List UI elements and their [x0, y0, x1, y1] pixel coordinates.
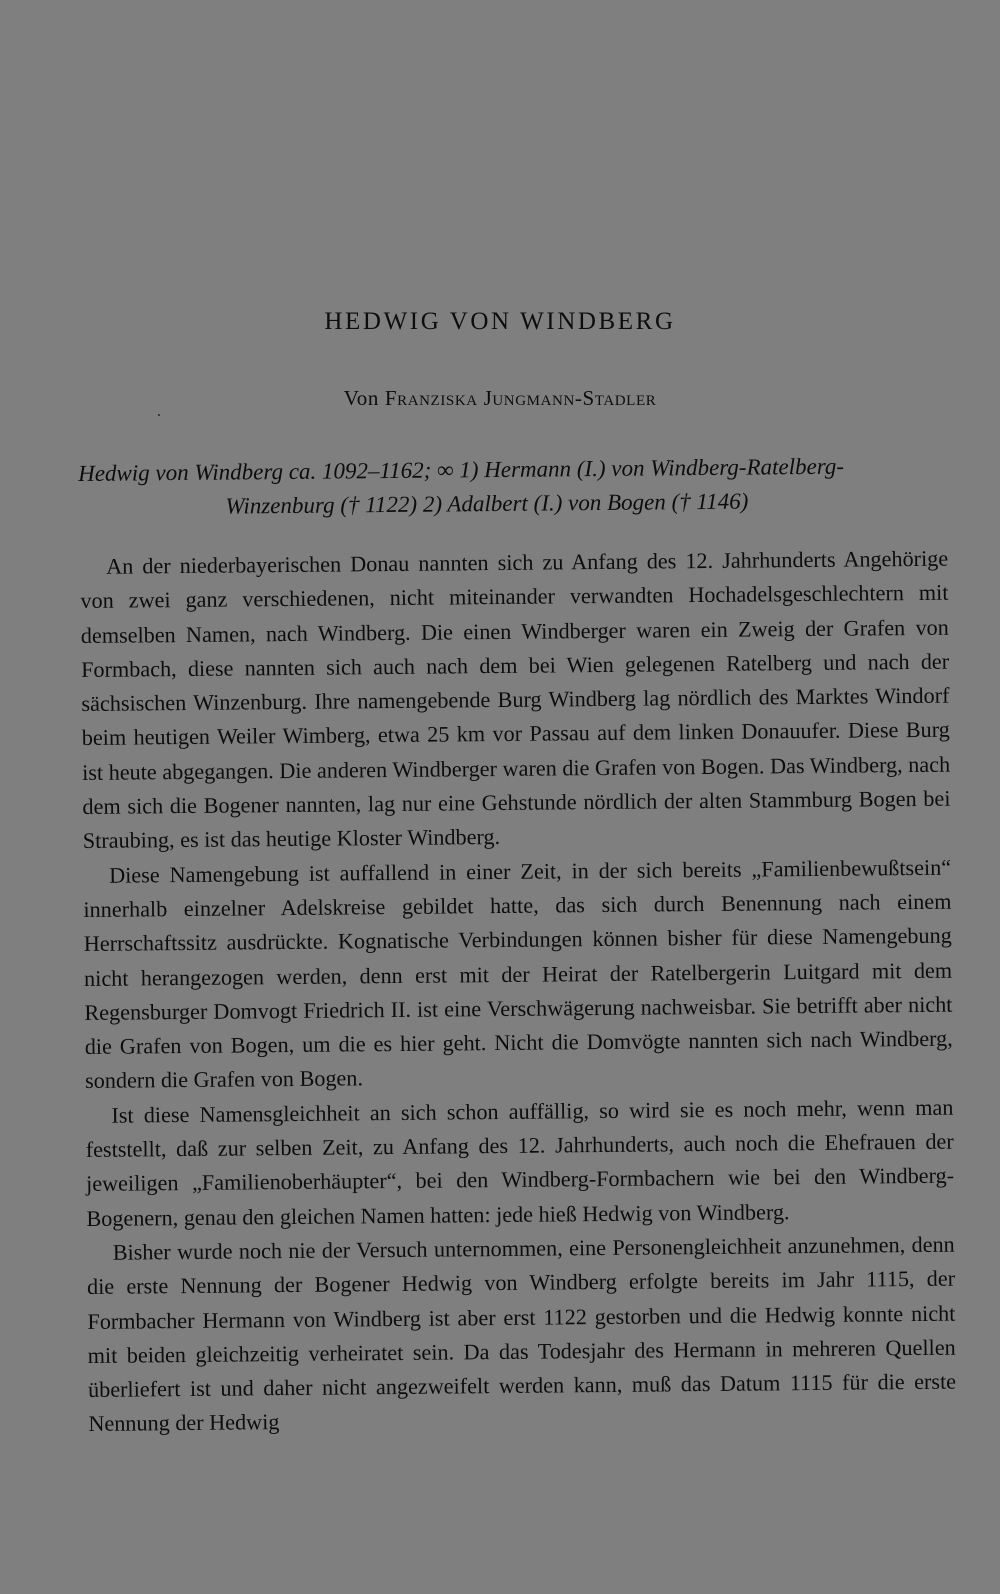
author-line — [0, 386, 1000, 411]
paragraph-3: Ist diese Namensgleichheit an sich schon auffällig, so wird sie es noch mehr, wenn man feststellt, daß zur selben Zeit, zu Anfang des 12. Jahrhunderts, auch noch die Ehefrauen der jeweiligen „Familienoberhäupter“, bei den Windberg-Formbachern wie bei den Windberg-Bogenern, genau den gleichen Namen hatten: jede hieß Hedwig von Windberg. — [85, 1094, 955, 1231]
author-name: Franziska Jungmann-Stadler — [384, 386, 657, 410]
paragraph-2: Diese Namengebung ist auffallend in einer Zeit, in der sich bereits „Familienbewußtsein“ innerhalb einzelner Adelskreise gebildet hatte, das sich durch Benennung nach einem Herrschaftssitz ausdrückte. Kognatische Verbindungen können bisher für diese Namengebung nicht herangezogen werden, denn erst mit der Heirat der Ratelbergerin Luitgard mit dem Regensburger Domvogt Friedrich II. ist eine Verschwägerung nachweisbar. Sie betrifft aber nicht die Grafen von Bogen, um die es hier geht. Nicht die Domvögte nannten sich nach Windberg, sondern die Grafen von Bogen. — [83, 854, 953, 1094]
speck-mark — [158, 414, 160, 416]
paragraph-1: An der niederbayerischen Donau nannten sich zu Anfang des 12. Jahrhunderts Angehörige von zwei ganz verschiedenen, nicht miteinander verwandten Hochadelsgeschlechtern mit demselben Namen, nach Windberg. Die einen Windberger waren ein Zweig der Grafen von Formbach, diese nannten sich auch nach dem bei Wien gelegenen Ratelberg und nach der sächsischen Winzenburg. Ihre namengebende Burg Windberg lag nördlich des Marktes Windorf beim heutigen Weiler Wimberg, etwa 25 km vor Passau auf dem linken Donauufer. Diese Burg ist heute abgegangen. Die anderen Windberger waren die Grafen von Bogen. Das Windberg, nach dem sich die Bogener nannten, lag nur eine Gehstunde nördlich der alten Stammburg Bogen bei Straubing, es ist das heutige Kloster Windberg. — [80, 545, 951, 854]
author-prefix: Von — [343, 386, 379, 410]
biographical-headnote — [78, 449, 939, 525]
body-text — [80, 542, 957, 1442]
headnote-line-1: Hedwig von Windberg ca. 1092–1162; ∞ 1) Hermann (I.) von Windberg-Ratelberg- — [78, 453, 845, 486]
chapter-title: HEDWIG VON WINDBERG — [324, 308, 676, 335]
headnote-line-2: Winzenburg († 1122) 2) Adalbert (I.) von Bogen († 1146) — [225, 488, 749, 519]
paragraph-4: Bisher wurde noch nie der Versuch unternommen, eine Personengleichheit anzunehmen, denn die erste Nennung der Bogener Hedwig von Windberg erfolgte bereits im Jahr 1115, der Formbacher Hermann von Windberg ist aber erst 1122 gestorben und die Hedwig konnte nicht mit beiden gleichzeitig verheiratet sein. Da das Todesjahr des Hermann in mehreren Quellen überliefert ist und daher nicht angezweifelt werden kann, muß das Datum 1115 für die erste Nennung der Hedwig — [86, 1231, 957, 1437]
